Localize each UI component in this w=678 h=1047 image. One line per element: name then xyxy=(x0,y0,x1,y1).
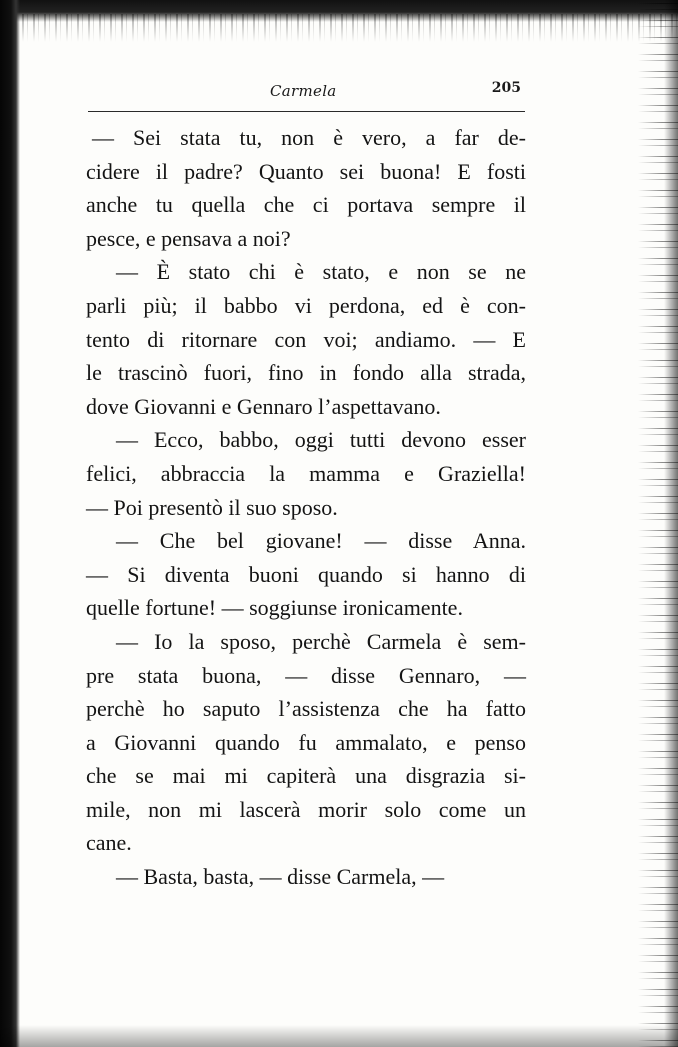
body-text xyxy=(86,121,526,894)
text-line: dove Giovanni e Gennaro l’aspettavano. xyxy=(86,393,441,419)
scan-top-noise xyxy=(0,14,678,42)
text-line: cane. xyxy=(86,830,132,856)
text-line: — Che bel giovane! — disse Anna. xyxy=(116,528,526,554)
text-line: le trascinò fuori, fino in fondo alla strada, xyxy=(86,360,526,386)
text-line: — Basta, basta, — disse Carmela, — xyxy=(116,864,445,890)
scan-right-shadow xyxy=(664,0,678,1047)
text-line: anche tu quella che ci portava sempre il xyxy=(86,192,526,218)
text-line: — Sei stata tu, non è vero, a far de- xyxy=(92,125,526,150)
header-rule xyxy=(88,111,525,112)
text-line: parli più; il babbo vi perdona, ed è con- xyxy=(86,292,526,318)
text-line: — È stato chi è stato, e non se ne xyxy=(116,259,526,285)
text-line: perchè ho saputo l’assistenza che ha fatto xyxy=(86,696,526,722)
scan-bottom-edge xyxy=(0,1025,678,1047)
text-line: — Io la sposo, perchè Carmela è sem- xyxy=(116,628,526,654)
text-line: felici, abbraccia la mamma e Graziella! xyxy=(86,460,526,486)
page-number: 205 xyxy=(491,80,521,96)
text-line: che se mai mi capiterà una disgrazia si- xyxy=(86,763,526,789)
text-line: — Poi presentò il suo sposo. xyxy=(86,494,338,520)
text-line: cidere il padre? Quanto sei buona! E fosti xyxy=(86,158,526,184)
text-line: tento di ritornare con voi; andiamo. — E xyxy=(86,326,526,352)
text-line: pre stata buona, — disse Gennaro, — xyxy=(86,662,526,688)
page-header xyxy=(88,76,525,106)
text-line: pesce, e pensava a noi? xyxy=(86,225,291,251)
text-line: mile, non mi lascerà morir solo come un xyxy=(86,796,526,822)
scan-left-edge xyxy=(0,0,20,1047)
text-line: quelle fortune! — soggiunse ironicamente. xyxy=(86,595,463,621)
text-line: — Ecco, babbo, oggi tutti devono esser xyxy=(116,427,526,453)
running-title: Carmela xyxy=(270,82,337,100)
text-line: a Giovanni quando fu ammalato, e penso xyxy=(86,729,526,755)
text-line: — Si diventa buoni quando si hanno di xyxy=(86,561,526,587)
